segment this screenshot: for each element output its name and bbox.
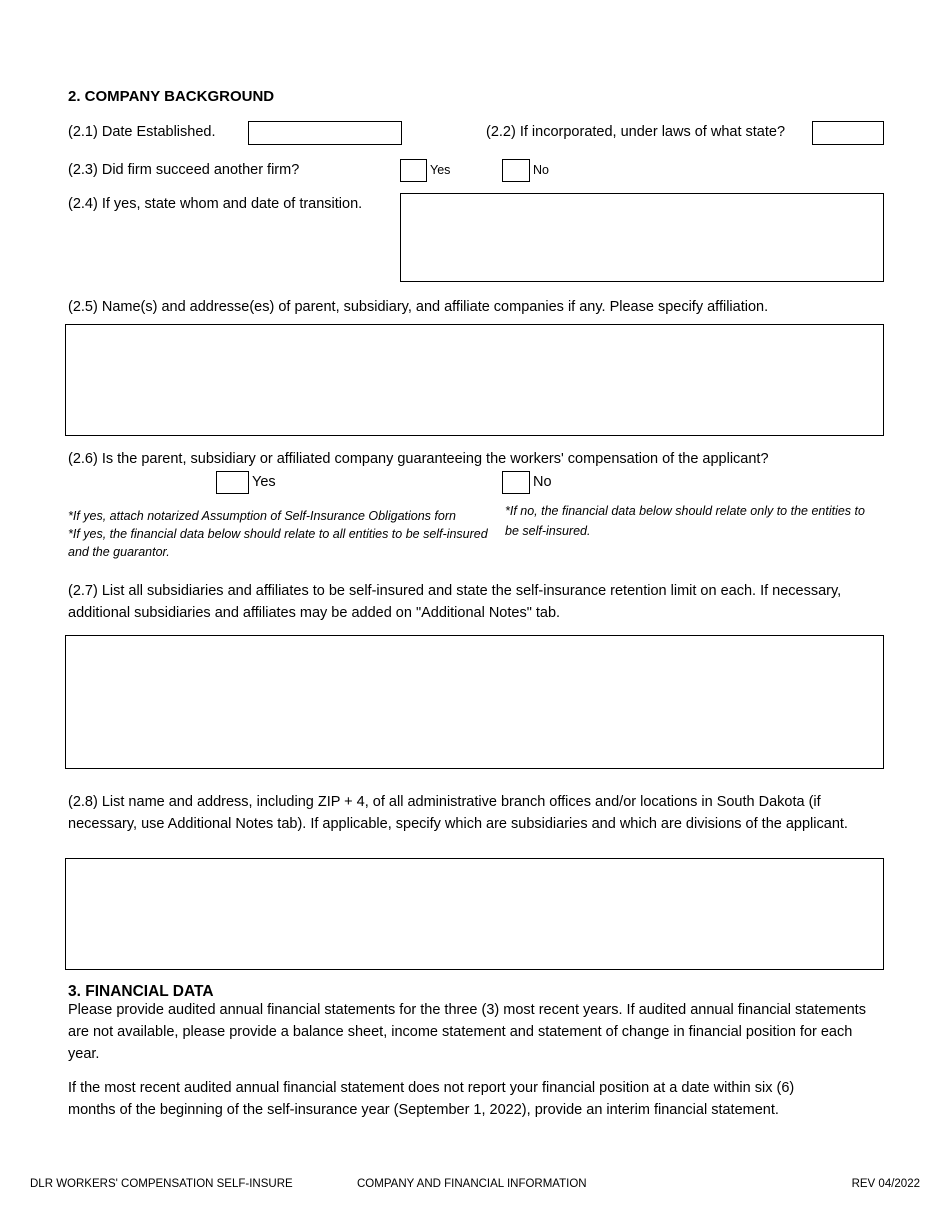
succeed-firm-yes-checkbox[interactable] [400,159,427,182]
succeed-firm-no-checkbox[interactable] [502,159,530,182]
guarantee-yes-checkbox[interactable] [216,471,249,494]
footer-right: REV 04/2022 [851,1178,920,1190]
footer-left: DLR WORKERS' COMPENSATION SELF-INSURE [30,1178,293,1190]
succeed-firm-label: (2.3) Did firm succeed another firm? [68,162,300,178]
branch-offices-label: (2.8) List name and address, including ZIP + 4, of all administrative branch offices and/or locations in South Dakota (if necessary, use Additional Notes tab). If applicable, specify which are subsidiaries and which are divisions of the applicant. [68,794,848,832]
section-3-heading: 3. FINANCIAL DATA [68,983,214,1000]
incorporated-state-label: (2.2) If incorporated, under laws of what state? [486,124,786,140]
parent-companies-label: (2.5) Name(s) and addresse(es) of parent, subsidiary, and affiliate companies if any. Please specify affiliation. [68,299,769,315]
date-established-field[interactable] [248,121,402,145]
financial-para-2: If the most recent audited annual financial statement does not report your financial position at a date within six (6) months of the beginning of the self-insurance year (September 1, 2022), provide an interim financial statement. [68,1080,795,1118]
note-yes-form: *If yes, attach notarized Assumption of Self-Insurance Obligations forn [68,509,456,523]
footer-center: COMPANY AND FINANCIAL INFORMATION [357,1178,587,1190]
guarantee-label: (2.6) Is the parent, subsidiary or affiliated company guaranteeing the workers' compensation of the applicant? [68,451,769,467]
financial-para-1: Please provide audited annual financial statements for the three (3) most recent years. If audited annual financial statements are not available, please provide a balance sheet, income statement and statement of change in financial position for each year. [68,1002,866,1062]
subsidiaries-label: (2.7) List all subsidiaries and affiliates to be self-insured and state the self-insurance retention limit on each. If necessary, additional subsidiaries and affiliates may be added on "Additional Notes" tab. [68,583,842,621]
guarantee-no-checkbox[interactable] [502,471,530,494]
guarantee-yes-label: Yes [252,474,276,490]
guarantee-no-label: No [533,474,552,490]
incorporated-state-field[interactable] [812,121,884,145]
section-2-heading: 2. COMPANY BACKGROUND [68,88,275,105]
transition-label: (2.4) If yes, state whom and date of transition. [68,196,363,212]
parent-companies-field[interactable] [65,324,884,436]
branch-offices-field[interactable] [65,858,884,970]
note-no-financial: *If no, the financial data below should relate only to the entities to be self-insured. [505,504,865,538]
succeed-firm-no-label: No [533,163,549,177]
succeed-firm-yes-label: Yes [430,163,451,177]
date-established-label: (2.1) Date Established. [68,124,216,140]
subsidiaries-field[interactable] [65,635,884,769]
transition-field[interactable] [400,193,884,282]
note-yes-financial: *If yes, the financial data below should relate to all entities to be self-insured and the guarantor. [68,527,488,559]
